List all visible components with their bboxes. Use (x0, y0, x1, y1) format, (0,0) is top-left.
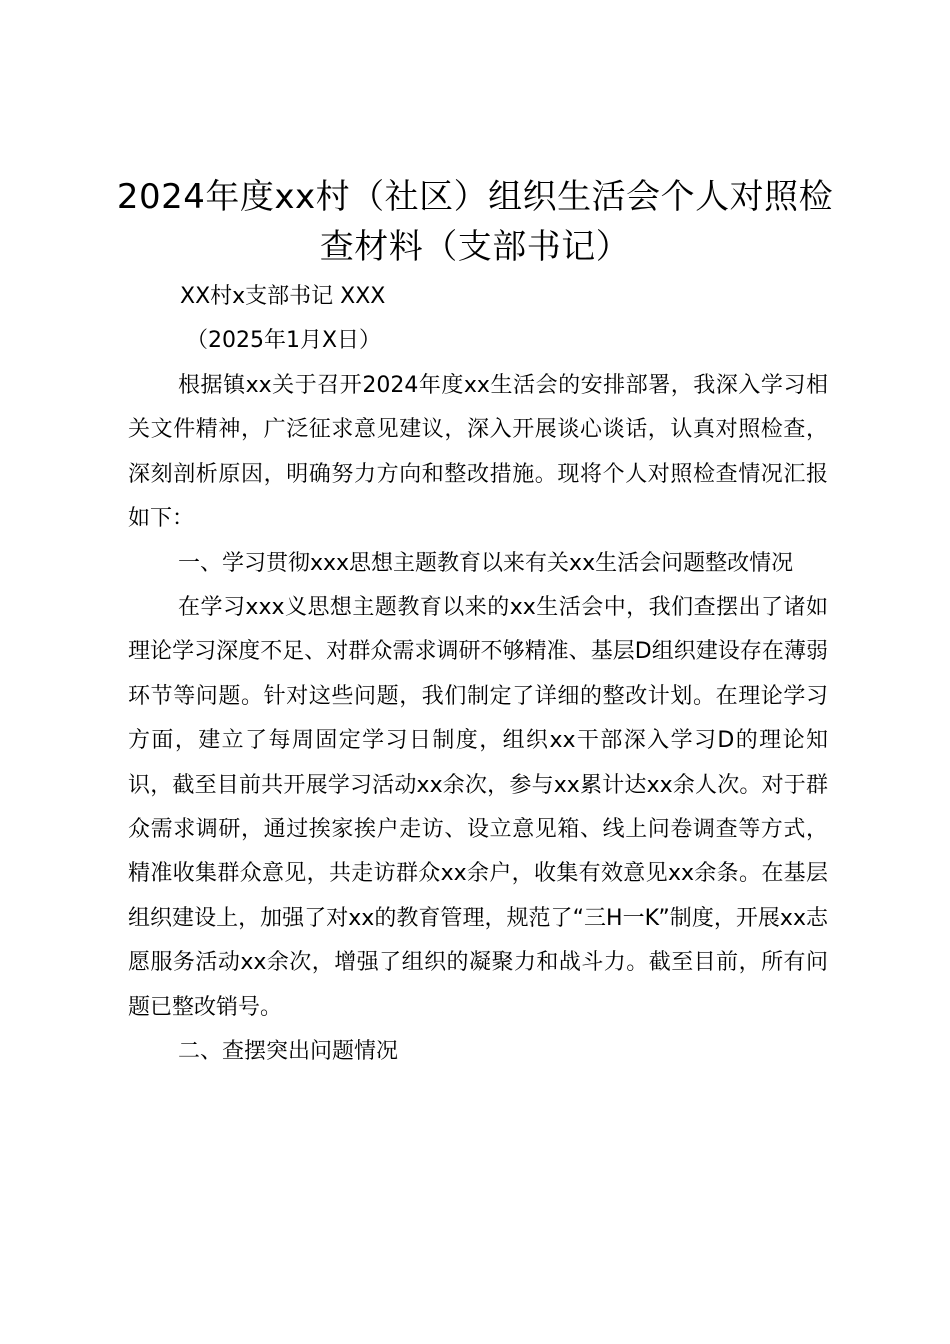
section-heading-1: 一、学习贯彻xxx思想主题教育以来有关xx生活会问题整改情况 (178, 550, 794, 576)
intro-paragraph: 根据镇xx关于召开2024年度xx生活会的安排部署，我深入学习相关文件精神，广泛征求意见建议，深入开展谈心谈话，认真对照检查，深刻剖析原因，明确努力方向和整改措施。现将个人对照检查情况汇报如下： (128, 373, 828, 532)
document-body (128, 364, 828, 1075)
document-title: 2024年度xx村（社区）组织生活会个人对照检查材料（支部书记） (116, 177, 834, 267)
section-heading-2: 二、查摆突出问题情况 (178, 1039, 399, 1065)
section-1-paragraph: 在学习xxx义思想主题教育以来的xx生活会中，我们查摆出了诸如理论学习深度不足、对群众需求调研不够精准、基层D组织建设存在薄弱环节等问题。针对这些问题，我们制定了详细的整改计划。在理论学习方面，建立了每周固定学习日制度，组织xx干部深入学习D的理论知识，截至目前共开展学习活动xx余次，参与xx累计达xx余人次。对于群众需求调研，通过挨家挨户走访、设立意见箱、线上问卷调查等方式，精准收集群众意见，共走访群众xx余户，收集有效意见xx余条。在基层组织建设上，加强了对xx的教育管理，规范了“三H一K”制度，开展xx志愿服务活动xx余次，增强了组织的凝聚力和战斗力。截至目前，所有问题已整改销号。 (128, 595, 828, 1020)
author-line: XX村x支部书记 XXX (180, 284, 386, 309)
date-line: （2025年1月X日） (186, 328, 382, 353)
